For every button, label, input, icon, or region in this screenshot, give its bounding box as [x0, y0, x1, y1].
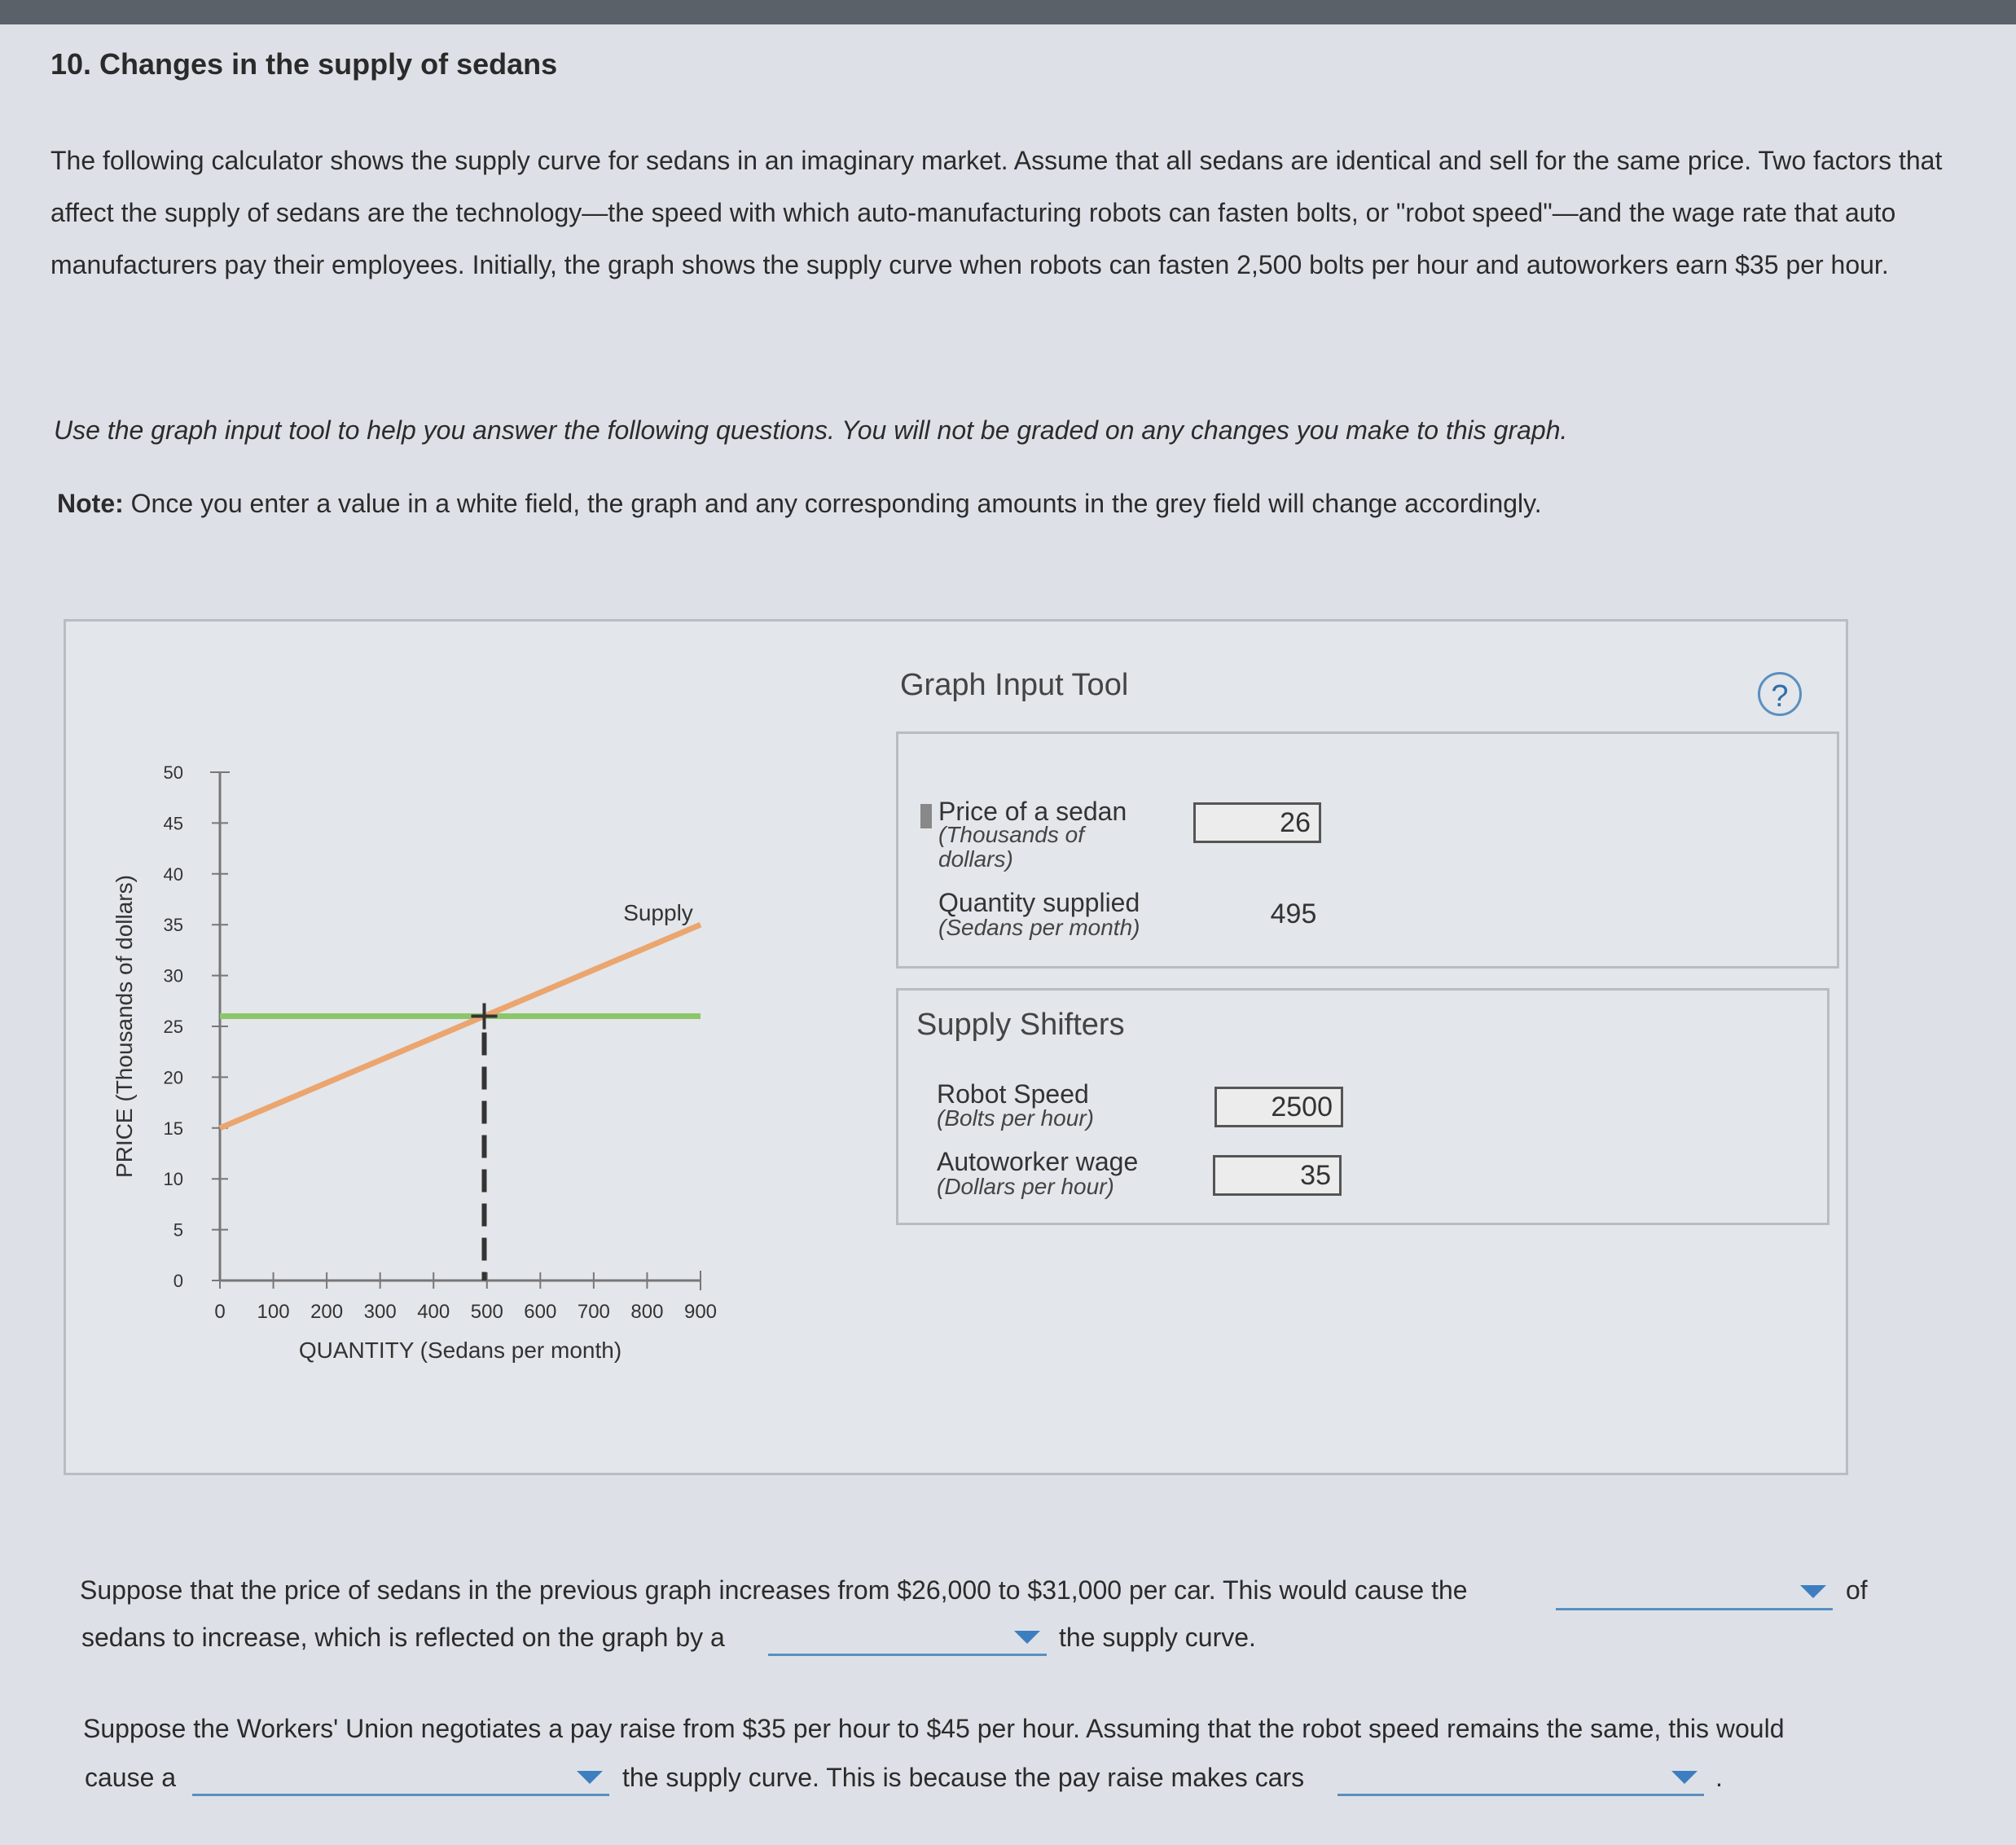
q2-text-part1: Suppose the Workers' Union negotiates a pay raise from $35 per hour to $45 per hour. Assuming that the robot speed remains the same, this would: [83, 1714, 1785, 1743]
x-tick-label: 800: [630, 1301, 664, 1323]
wage-input[interactable]: 35: [1213, 1155, 1342, 1196]
intro-paragraph: The following calculator shows the supply curve for sedans in an imaginary market. Assume that all sedans are identical and sell for the same price. Two factors that affect the supply of sedans are the technology—the speed with which auto-manufacturing robots can fasten bolts, or "robot speed"—and the wage rate that auto manufacturers pay their employees. Initially, the graph shows the supply curve when robots can fasten 2,500 bolts per hour and autoworkers earn $35 per hour.: [51, 146, 1943, 279]
price-label: Price of a sedan: [938, 797, 1127, 826]
note-body: Once you enter a value in a white field, the graph and any corresponding amounts in the grey field will change accordingly.: [123, 489, 1542, 518]
x-tick-label: 100: [257, 1301, 290, 1323]
help-icon[interactable]: ?: [1758, 672, 1802, 716]
robot-speed-input[interactable]: 2500: [1214, 1087, 1343, 1127]
q2-text-part2: cause a: [85, 1763, 177, 1792]
x-tick-label: 200: [310, 1301, 344, 1323]
wage-sub-label: (Dollars per hour): [937, 1174, 1114, 1199]
wage-label: Autoworker wage: [937, 1147, 1139, 1176]
y-tick-label: 40: [163, 863, 183, 885]
q1-text-part2: of: [1846, 1575, 1868, 1605]
x-tick-label: 300: [363, 1301, 397, 1323]
x-axis-title: QUANTITY (Sedans per month): [298, 1338, 622, 1363]
note-label: Note:: [57, 489, 124, 518]
y-tick-label: 30: [163, 965, 183, 986]
supply-curve[interactable]: [220, 925, 701, 1128]
price-input[interactable]: 26: [1193, 802, 1321, 843]
y-tick-label: 50: [163, 762, 183, 783]
y-tick-label: 0: [173, 1271, 183, 1291]
q1-text-part1: Suppose that the price of sedans in the previous graph increases from $26,000 to $31,000 per car. This would cause the: [80, 1575, 1468, 1605]
q2-dropdown-1[interactable]: [192, 1766, 609, 1796]
x-tick-label: 500: [470, 1301, 503, 1323]
x-tick-label: 400: [417, 1301, 450, 1323]
x-tick-label: 900: [683, 1301, 718, 1323]
x-tick-label: 700: [577, 1301, 610, 1323]
y-tick-label: 20: [163, 1067, 183, 1088]
y-tick-label: 45: [163, 813, 183, 834]
x-tick-label: 600: [524, 1301, 557, 1323]
question-title: 10. Changes in the supply of sedans: [51, 47, 558, 81]
y-tick-label: 5: [173, 1219, 183, 1241]
quantity-value: 495: [1270, 898, 1317, 929]
q2-dropdown-2[interactable]: [1337, 1766, 1704, 1796]
y-tick-label: 35: [163, 915, 183, 936]
x-tick-label: 0: [214, 1301, 226, 1323]
chevron-down-icon: [577, 1771, 603, 1784]
q1-text-part4: the supply curve.: [1059, 1623, 1256, 1652]
y-tick-label: 15: [163, 1118, 183, 1139]
chevron-down-icon: [1671, 1771, 1698, 1784]
q2-text-part4: .: [1715, 1763, 1723, 1792]
q1-dropdown-1[interactable]: [1556, 1580, 1833, 1610]
quantity-label: Quantity supplied: [938, 888, 1140, 917]
price-sub-label: (Thousands of dollars): [938, 822, 1084, 872]
chevron-down-icon: [1014, 1631, 1040, 1644]
robot-speed-sub-label: (Bolts per hour): [937, 1105, 1094, 1131]
q2-text-part3: the supply curve. This is because the pay raise makes cars: [622, 1763, 1305, 1792]
drag-handle-icon[interactable]: [920, 804, 932, 828]
y-axis-title: PRICE (Thousands of dollars): [112, 875, 137, 1178]
supply-curve-label: Supply: [623, 900, 693, 925]
y-tick-label: 10: [163, 1169, 183, 1190]
chevron-down-icon: [1800, 1585, 1826, 1598]
supply-shifters-title: Supply Shifters: [916, 1008, 1125, 1042]
quantity-sub-label: (Sedans per month): [938, 915, 1140, 940]
graph-input-tool-title: Graph Input Tool: [900, 668, 1129, 702]
y-tick-label: 25: [163, 1017, 183, 1037]
robot-speed-label: Robot Speed: [937, 1079, 1089, 1109]
q1-dropdown-2[interactable]: [768, 1626, 1047, 1656]
instruction-text: Use the graph input tool to help you answer the following questions. You will not be graded on any changes you make to this graph.: [54, 415, 1568, 445]
q1-text-part3: sedans to increase, which is reflected on the graph by a: [81, 1623, 725, 1652]
